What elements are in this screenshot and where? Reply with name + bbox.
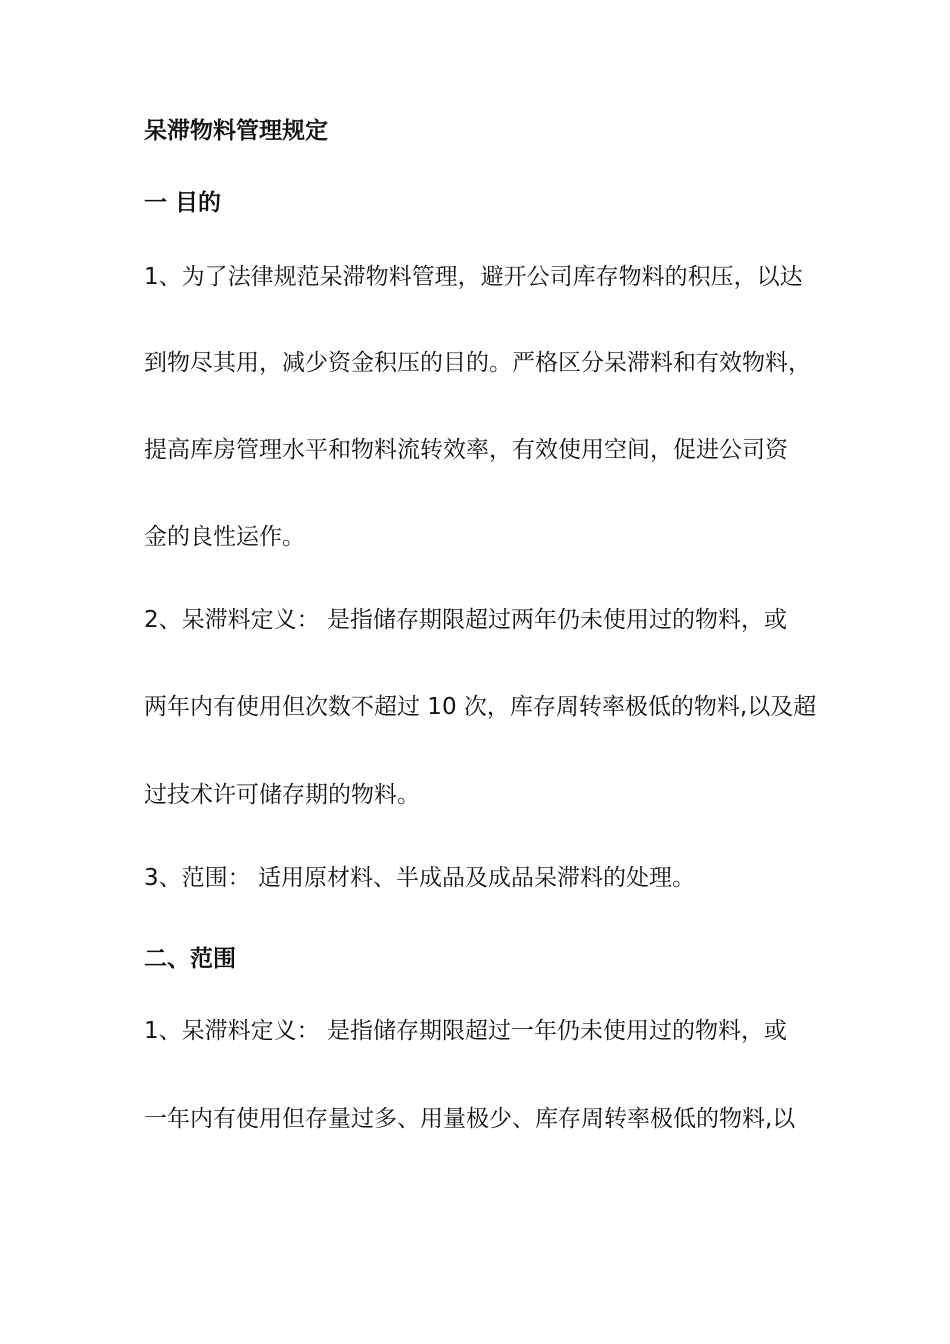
- paragraph-line: 两年内有使用但次数不超过 10 次，库存周转率极低的物料,以及超: [144, 694, 817, 720]
- paragraph-line: 金的良性运作。: [144, 524, 305, 550]
- section-heading-purpose: 一 目的: [144, 190, 222, 216]
- paragraph-line: 1、呆滞料定义： 是指储存期限超过一年仍未使用过的物料，或: [144, 1018, 787, 1044]
- paragraph-line: 提高库房管理水平和物料流转效率，有效使用空间，促进公司资: [144, 437, 788, 463]
- paragraph-line: 到物尽其用，减少资金积压的目的。严格区分呆滞料和有效物料，: [144, 350, 811, 376]
- paragraph-line: 1、为了法律规范呆滞物料管理，避开公司库存物料的积压，以达: [144, 264, 803, 290]
- document-title: 呆滞物料管理规定: [144, 118, 328, 144]
- paragraph-line: 2、呆滞料定义： 是指储存期限超过两年仍未使用过的物料，或: [144, 607, 787, 633]
- section-heading-scope: 二、范围: [144, 946, 236, 972]
- paragraph-line: 过技术许可储存期的物料。: [144, 782, 420, 808]
- paragraph-line: 3、范围： 适用原材料、半成品及成品呆滞料的处理。: [144, 865, 695, 891]
- paragraph-line: 一年内有使用但存量过多、用量极少、库存周转率极低的物料,以: [144, 1106, 796, 1132]
